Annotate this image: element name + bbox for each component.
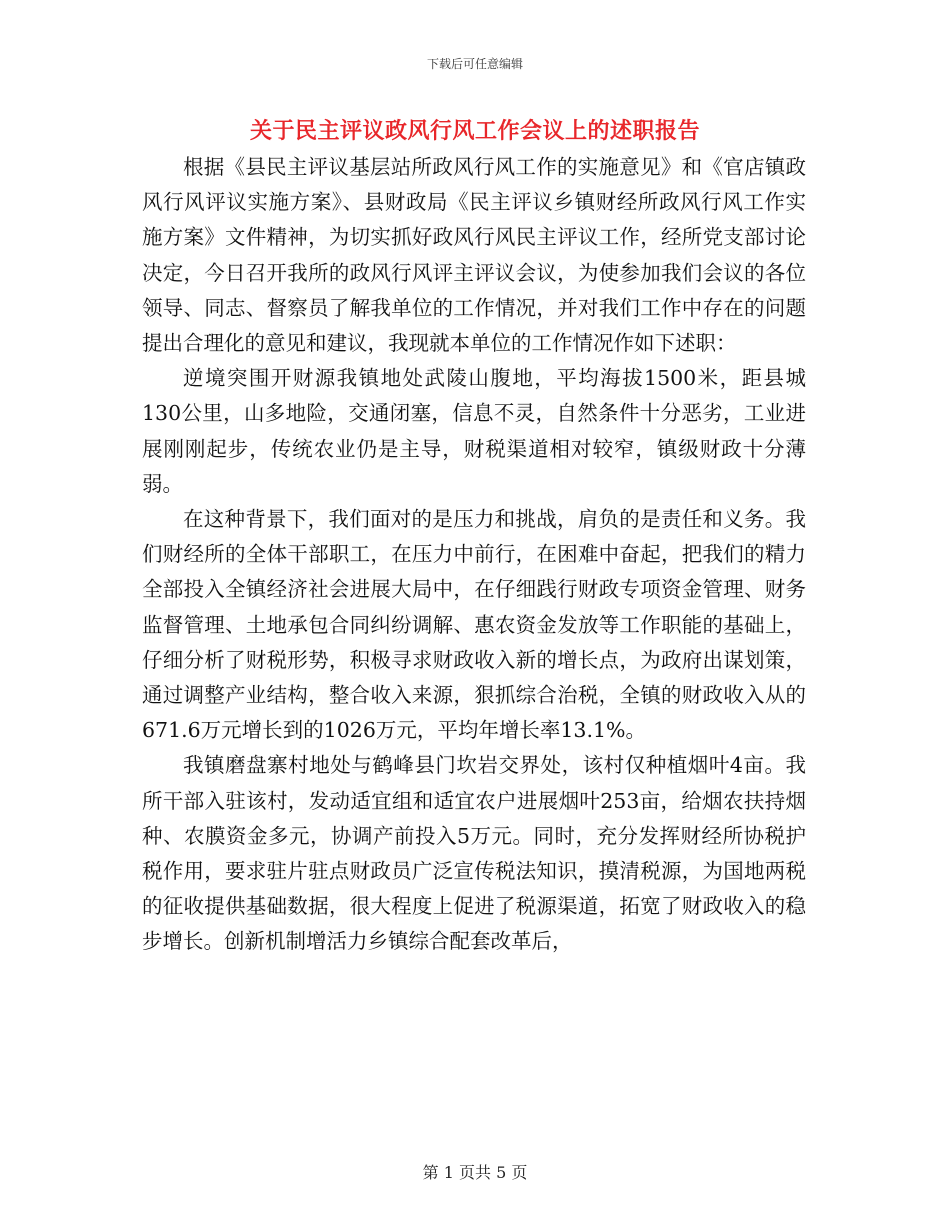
paragraph-3: 在这种背景下，我们面对的是压力和挑战，肩负的是责任和义务。我们财经所的全体干部职工，在压力中前行，在困难中奋起，把我们的精力全部投入全镇经济社会进展大局中，在仔细践行财政专项资金管理、财务监督管理、土地承包合同纠纷调解、惠农资金发放等工作职能的基础上，仔细分析了财税形势，积极寻求财政收入新的增长点，为政府出谋划策，通过调整产业结构，整合收入来源，狠抓综合治税，全镇的财政收入从的671.6万元增长到的1026万元，平均年增长率13.1%。 [142,507,806,743]
page-header-note: 下载后可任意编辑 [426,57,523,71]
paragraph-1: 根据《县民主评议基层站所政风行风工作的实施意见》和《官店镇政风行风评议实施方案》、县财政局《民主评议乡镇财经所政风行风工作实施方案》文件精神，为切实抓好政风行风民主评议工作，经所党支部讨论决定，今日召开我所的政风行风评主评议会议，为使参加我们会议的各位领导、同志、督察员了解我单位的工作情况，并对我们工作中存在的问题提出合理化的意见和建议，我现就本单位的工作情况作如下述职： [142,155,806,356]
paragraph-4: 我镇磨盘寨村地处与鹤峰县门坎岩交界处，该村仅种植烟叶4亩。我所干部入驻该村，发动适宜组和适宜农户进展烟叶253亩，给烟农扶持烟种、农膜资金多元，协调产前投入5万元。同时，充分发挥财经所协税护税作用，要求驻片驻点财政员广泛宣传税法知识，摸清税源，为国地两税的征收提供基础数据，很大程度上促进了税源渠道，拓宽了财政收入的稳步增长。创新机制增活力乡镇综合配套改革后， [142,753,806,954]
paragraph-2: 逆境突围开财源我镇地处武陵山腹地，平均海拔1500米，距县城130公里，山多地险，交通闭塞，信息不灵，自然条件十分恶劣，工业进展刚刚起步，传统农业仍是主导，财税渠道相对较窄，镇级财政十分薄弱。 [142,366,806,496]
document-body [142,150,806,960]
page-number: 第 1 页共 5 页 [422,1163,528,1182]
document-title: 关于民主评议政风行风工作会议上的述职报告 [249,118,700,144]
